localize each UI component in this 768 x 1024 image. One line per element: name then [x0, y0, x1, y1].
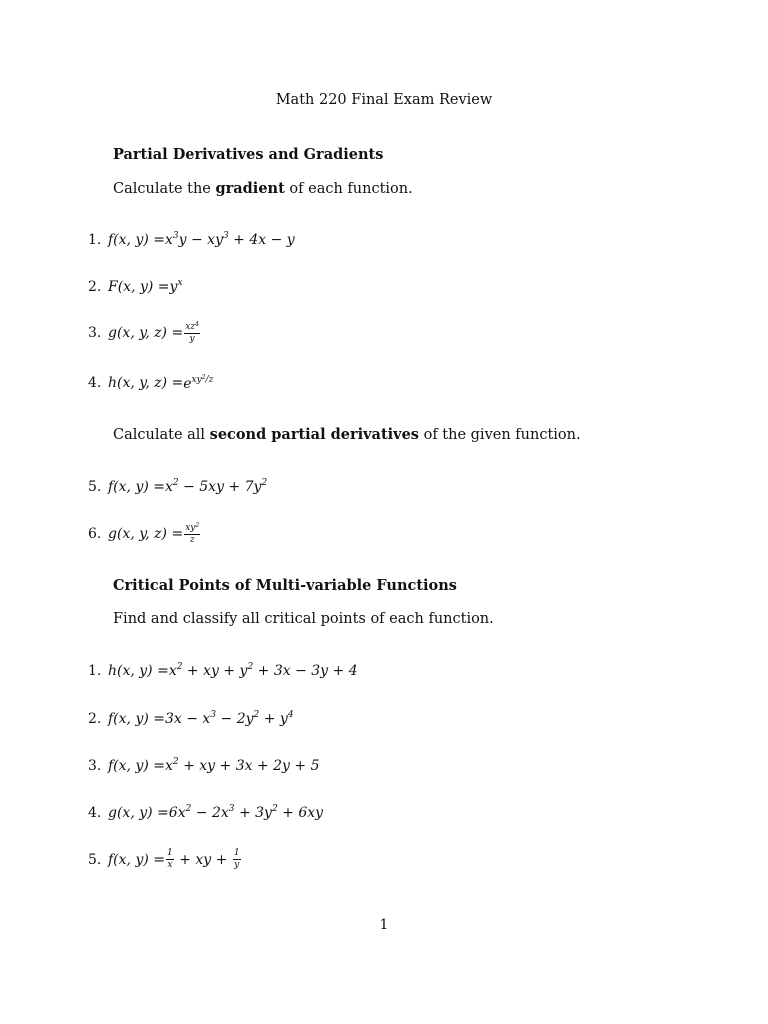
instruction-bold: second partial derivatives: [209, 426, 419, 443]
problem-number: 4.: [88, 804, 102, 821]
problem-lhs: f(x, y) =: [108, 231, 165, 248]
problem-number: 1.: [88, 662, 102, 679]
problem-lhs: h(x, y, z) =: [108, 375, 184, 391]
problem-critical-2: [88, 710, 294, 727]
problem-number: 6.: [88, 526, 102, 542]
problem-gradient-4: [88, 374, 213, 392]
problem-expression: $x^2$ + xy + $y^2 + 3x - 3y + 4$: [168, 662, 358, 679]
instruction-text: of each function.: [284, 181, 413, 197]
instruction-text: Calculate all: [113, 427, 210, 443]
problem-number: 5.: [88, 851, 102, 868]
problem-expression: $3x - x^3 - 2y^2 + y^4$: [165, 710, 294, 727]
instruction-second-partials: [113, 426, 581, 443]
problem-lhs: h(x, y) =: [108, 662, 169, 679]
instruction-text: Calculate the: [113, 181, 216, 197]
problem-lhs: F(x, y) =: [108, 278, 170, 295]
problem-second-partials-6: [88, 523, 201, 545]
problem-number: 1.: [88, 231, 102, 248]
problem-expression: $x^2 - 5xy + 7y^2$: [165, 478, 268, 495]
instruction-gradient: [113, 180, 413, 197]
problem-lhs: g(x, y) =: [108, 804, 169, 821]
problem-lhs: f(x, y) =: [108, 478, 165, 495]
problem-expression: $x^3y - xy^3 + 4x - y$: [165, 231, 295, 248]
fraction: $\frac{1}{y}$: [233, 848, 240, 870]
problem-expression: $y^x$: [169, 278, 183, 295]
section-heading-partial-derivatives: Partial Derivatives and Gradients: [113, 146, 384, 163]
page-number: 1: [379, 917, 389, 933]
problem-number: 5.: [88, 478, 102, 495]
problem-critical-4: [88, 804, 323, 821]
problem-critical-5: [88, 849, 242, 870]
fraction: $\frac{xy^2}{z}$: [185, 522, 200, 545]
instruction-text: of the given function.: [418, 427, 581, 443]
problem-number: 3.: [88, 757, 102, 774]
fraction: $\frac{1}{x}$: [167, 848, 173, 870]
problem-number: 4.: [88, 375, 102, 391]
section-heading-critical-points: Critical Points of Multi-variable Functions: [113, 577, 457, 594]
problem-number: 3.: [88, 325, 102, 341]
fraction: $\frac{xz^4}{y}$: [185, 321, 199, 344]
problem-expression: $6x^2 - 2x^3 + 3y^2 + 6xy$: [168, 804, 324, 821]
problem-lhs: f(x, y) =: [108, 710, 165, 727]
problem-expression: $x^2$ + xy + 3x + 2y + 5: [165, 757, 320, 774]
problem-lhs: g(x, y, z) =: [108, 526, 184, 542]
problem-number: 2.: [88, 710, 102, 727]
problem-number: 2.: [88, 278, 102, 295]
page-title: Math 220 Final Exam Review: [275, 92, 493, 108]
problem-expression: + xy +: [174, 851, 232, 868]
problem-lhs: f(x, y) =: [108, 851, 165, 868]
problem-critical-3: [88, 757, 320, 774]
problem-lhs: g(x, y, z) =: [108, 325, 184, 341]
problem-second-partials-5: [88, 478, 267, 495]
problem-gradient-1: [88, 231, 295, 248]
problem-gradient-3: [88, 322, 201, 344]
problem-lhs: f(x, y) =: [108, 757, 165, 774]
problem-critical-1: [88, 662, 358, 679]
problem-gradient-2: [88, 278, 183, 295]
instruction-critical-points: Find and classify all critical points of each function.: [113, 611, 494, 627]
instruction-bold: gradient: [215, 180, 285, 197]
problem-expression: $e^{xy^2/z}$: [183, 374, 214, 392]
